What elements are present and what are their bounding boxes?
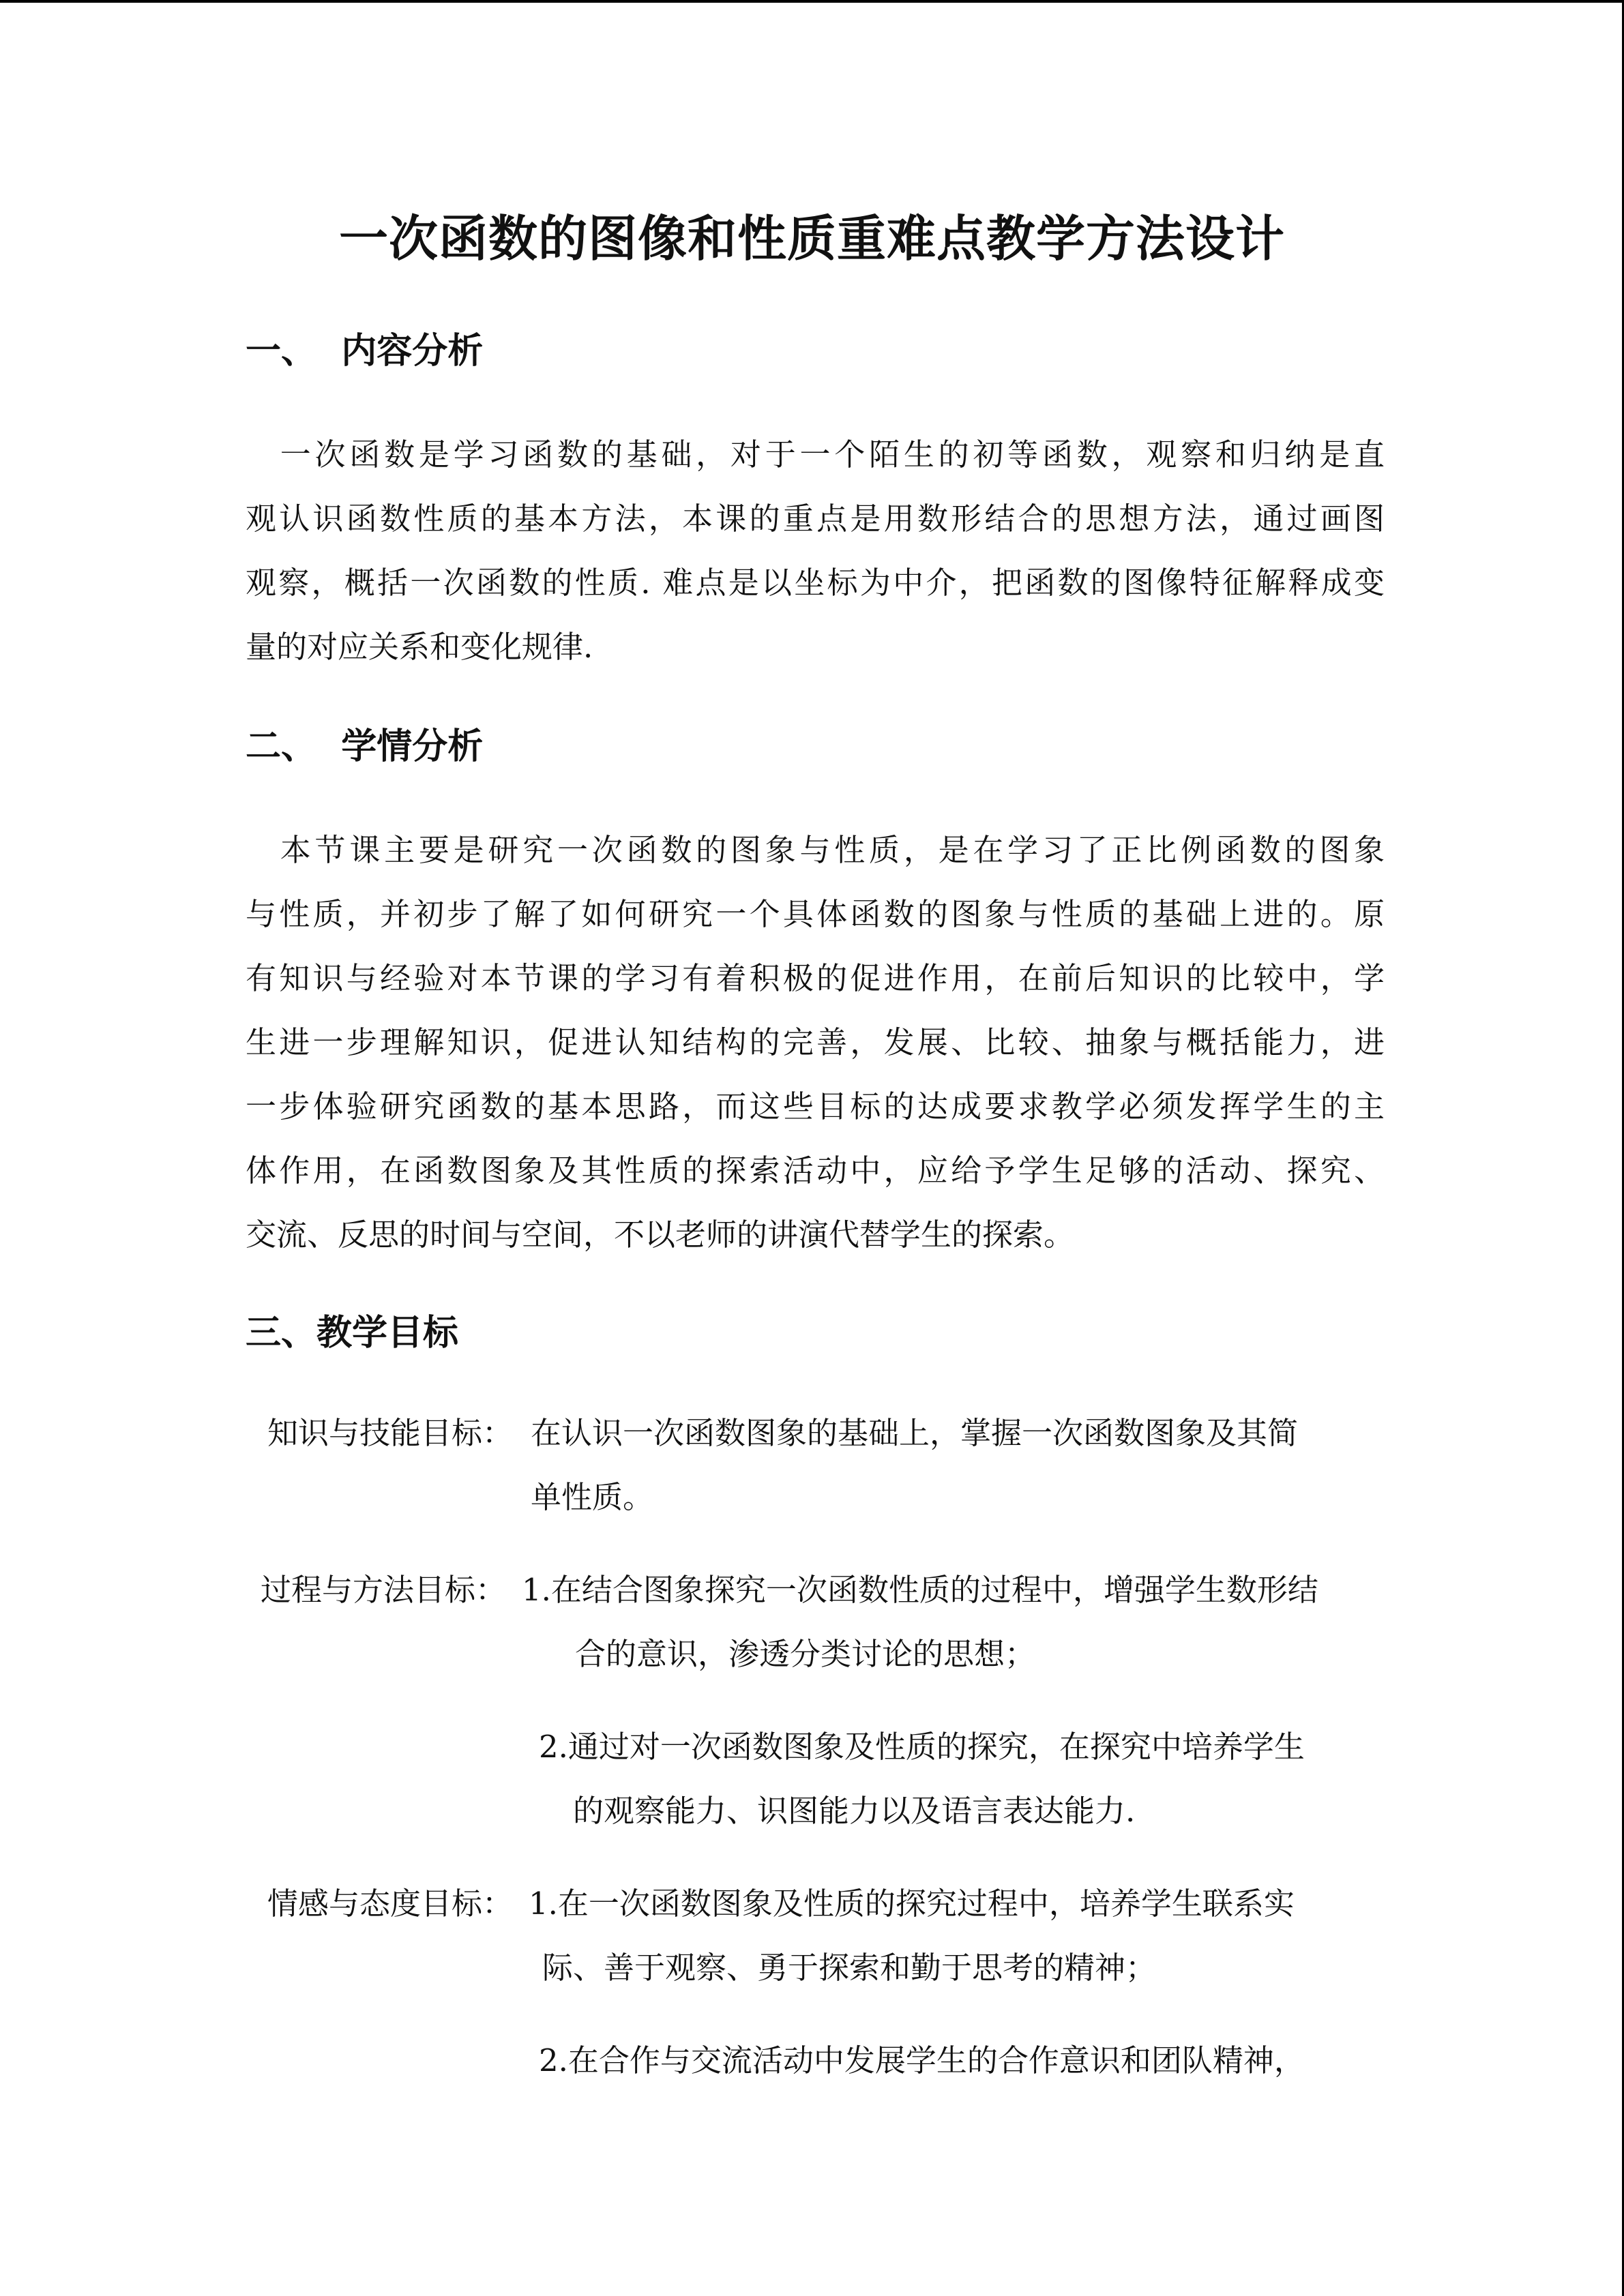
paragraph-line: 量的对应关系和变化规律. xyxy=(246,629,593,665)
page-border-top xyxy=(0,0,1624,3)
objective-item-process-2 xyxy=(539,1715,1305,1843)
objective-line: 1.在一次函数图象及性质的探究过程中，培养学生联系实 xyxy=(529,1885,1295,1922)
paragraph-line: 观认识函数性质的基本方法，本课的重点是用数形结合的思想方法，通过画图 xyxy=(246,501,1385,537)
paragraph-line: 体作用，在函数图象及其性质的探索活动中，应给予学生足够的活动、探究、 xyxy=(246,1152,1385,1189)
objective-line: 的观察能力、识图能力以及语言表达能力. xyxy=(573,1793,1136,1829)
objective-line: 际、善于观察、勇于探索和勤于思考的精神； xyxy=(542,1950,1157,1986)
objective-line: 2.在合作与交流活动中发展学生的合作意识和团队精神， xyxy=(539,2042,1305,2078)
objective-item-process-1 xyxy=(522,1558,1318,1686)
paragraph-content-analysis xyxy=(246,423,1385,679)
document-title: 一次函数的图像和性质重难点教学方法设计 xyxy=(338,209,1285,267)
paragraph-learner-analysis xyxy=(246,818,1385,1267)
section-heading-content-analysis: 一、 内容分析 xyxy=(246,331,484,372)
objective-line: 在认识一次函数图象的基础上，掌握一次函数图象及其简 xyxy=(531,1415,1299,1451)
paragraph-line: 一次函数是学习函数的基础，对于一个陌生的初等函数，观察和归纳是直 xyxy=(246,436,1385,473)
paragraph-line: 与性质，并初步了解了如何研究一个具体函数的图象与性质的基础上进的。原 xyxy=(246,896,1385,932)
paragraph-line: 观察，概括一次函数的性质. 难点是以坐标为中介，把函数的图像特征解释成变 xyxy=(246,565,1385,601)
paragraph-line: 生进一步理解知识，促进认知结构的完善，发展、比较、抽象与概括能力，进 xyxy=(246,1024,1385,1060)
objective-line: 1.在结合图象探究一次函数性质的过程中，增强学生数形结 xyxy=(522,1572,1318,1608)
section-heading-learner-analysis: 二、 学情分析 xyxy=(246,726,484,767)
paragraph-line: 交流、反思的时间与空间，不以老师的讲演代替学生的探索。 xyxy=(246,1217,1075,1253)
objective-label-knowledge: 知识与技能目标： xyxy=(267,1415,514,1451)
objective-line: 2.通过对一次函数图象及性质的探究，在探究中培养学生 xyxy=(539,1729,1305,1765)
objective-label-emotion: 情感与态度目标： xyxy=(267,1885,514,1922)
objective-text-knowledge xyxy=(531,1401,1298,1530)
objective-line: 合的意识，渗透分类讨论的思想； xyxy=(575,1636,1036,1672)
objective-item-emotion-1 xyxy=(529,1872,1295,2000)
paragraph-line: 一步体验研究函数的基本思路，而这些目标的达成要求教学必须发挥学生的主 xyxy=(246,1088,1385,1124)
objective-line: 单性质。 xyxy=(531,1479,654,1515)
section-heading-teaching-objectives: 三、教学目标 xyxy=(246,1313,459,1354)
paragraph-line: 本节课主要是研究一次函数的图象与性质，是在学习了正比例函数的图象 xyxy=(246,832,1385,868)
paragraph-line: 有知识与经验对本节课的学习有着积极的促进作用，在前后知识的比较中，学 xyxy=(246,960,1385,996)
objective-label-process: 过程与方法目标： xyxy=(261,1572,507,1608)
objective-item-emotion-2 xyxy=(539,2029,1305,2093)
